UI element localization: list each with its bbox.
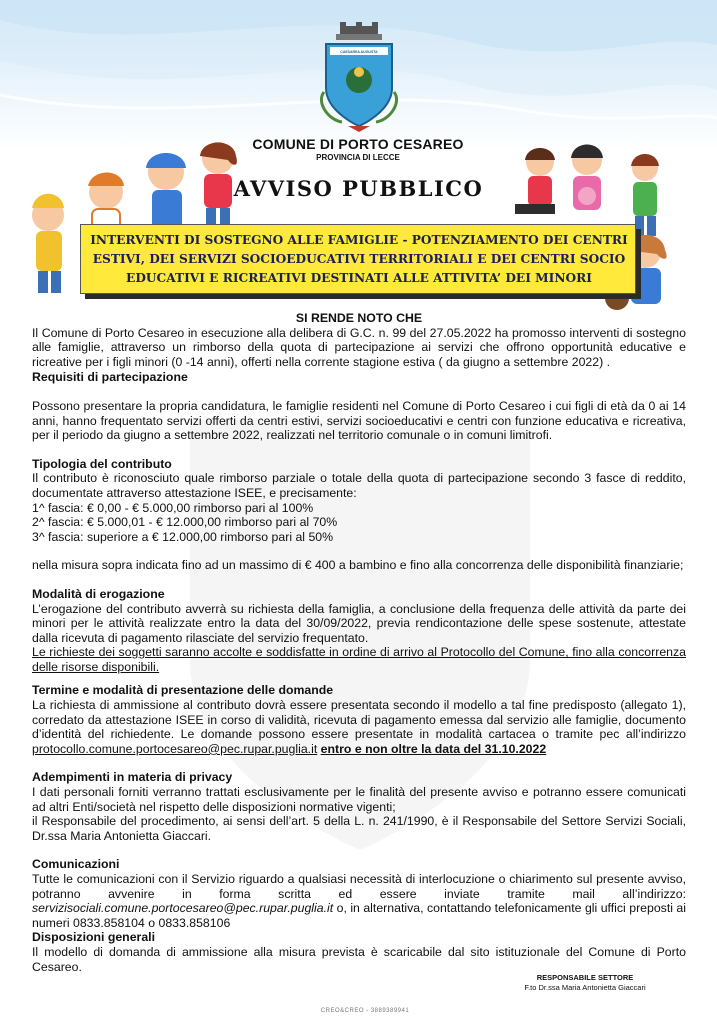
email-address: servizisociali.comune.portocesareo@pec.rupar.puglia.it bbox=[32, 901, 334, 916]
provincia-name: PROVINCIA DI LECCE bbox=[316, 153, 400, 162]
comunicazioni-text: Tutte le comunicazioni con il Servizio riguardo a qualsiasi necessità di interlocuzione o chiarimento sul presente avviso, potranno avvenire in forma scritta ed essere inviate tramite mail all’indirizzo: bbox=[32, 872, 686, 901]
notice-body bbox=[32, 311, 686, 974]
disposizioni-heading: Disposizioni generali bbox=[32, 930, 155, 945]
tipologia-note: nella misura sopra indicata fino ad un massimo di € 400 a bambino e fino alla concorrenza delle disponibilità finanziarie; bbox=[32, 558, 684, 573]
banner-text bbox=[89, 231, 629, 288]
tipologia-text: Il contributo è riconosciuto quale rimborso parziale o totale della quota di partecipazione secondo 3 fasce di reddito, documentate attraverso attestazione ISEE, e precisamente: bbox=[32, 471, 686, 500]
page-title: AVVISO PUBBLICO bbox=[233, 176, 484, 201]
pec-address: protocollo.comune.portocesareo@pec.rupar.puglia.it bbox=[32, 741, 318, 756]
signature-name: F.to Dr.ssa Maria Antonietta Giaccari bbox=[524, 983, 646, 992]
banner-line: ESTIVI, DEI SERVIZI SOCIOEDUCATIVI TERRITORIALI E DEI CENTRI SOCIO bbox=[92, 252, 626, 266]
subject-banner bbox=[80, 224, 636, 294]
banner-line: EDUCATIVI E RICREATIVI DESTINATI ALLE ATTIVITA’ DEI MINORI bbox=[126, 271, 592, 285]
footer-credit: CREO&CREO - 3889389941 bbox=[320, 1008, 410, 1014]
fascia-item: 3^ fascia: superiore a € 12.000,00 rimborso pari al 50% bbox=[32, 529, 334, 544]
comune-name: COMUNE DI PORTO CESAREO bbox=[252, 136, 464, 152]
termine-heading: Termine e modalità di presentazione delle domande bbox=[32, 683, 334, 698]
header-block bbox=[230, 136, 486, 162]
comunicazioni-heading: Comunicazioni bbox=[32, 857, 120, 872]
termine-paragraph bbox=[32, 698, 686, 756]
banner-line: INTERVENTI DI SOSTEGNO ALLE FAMIGLIE - POTENZIAMENTO DEI CENTRI bbox=[90, 233, 628, 247]
signature-title: RESPONSABILE SETTORE bbox=[536, 973, 634, 982]
termine-text: La richiesta di ammissione al contributo dovrà essere presentata secondo il modello a tal fine predisposto (allegato 1), corredato da attestazione ISEE in corso di validità, ricevuta di pagamento emessa dal servizio alle famiglie, documento d’identità del richiedente. Le domande possono essere presentate in modalità cartacea o tramite pec all’indirizzo bbox=[32, 698, 686, 742]
municipal-crest-icon bbox=[318, 22, 400, 134]
requisiti-heading: Requisiti di partecipazione bbox=[32, 370, 188, 385]
intro-heading: SI RENDE NOTO CHE bbox=[295, 311, 423, 325]
fascia-item: 2^ fascia: € 5.000,01 - € 12.000,00 rimborso pari al 70% bbox=[32, 515, 338, 530]
privacy-text: I dati personali forniti verranno trattati esclusivamente per le finalità del presente avviso e potranno essere comunicati ad altri Enti/società nel rispetto delle disposizioni normative vigenti; bbox=[32, 785, 686, 814]
crest-label: CAESAREA AUGUSTA bbox=[340, 50, 378, 54]
deadline-text: entro e non oltre la data del 31.10.2022 bbox=[320, 741, 547, 756]
modalita-text: L’erogazione del contributo avverrà su richiesta della famiglia, a conclusione della frequenza delle attività da parte dei minori per le attività realizzate entro la data del 30/09/2022, previa rendicontazione delle spese sostenute, attestate dalla ricevuta di pagamento rilasciate del servizio frequentato. bbox=[32, 601, 686, 645]
requisiti-text: Possono presentare la propria candidatura, le famiglie residenti nel Comune di Porto Cesareo i cui figli di età da 0 ai 14 anni, hanno frequentato servizi offerti da centri estivi, servizi socioeducativi e centri con funzione educativa e ricreativa, per il periodo da giugno a settembre 2022, realizzati nel territorio comunale o in comuni limitrofi. bbox=[32, 398, 686, 443]
intro-text: Il Comune di Porto Cesareo in esecuzione alla delibera di G.C. n. 99 del 27.05.2022 ha promosso interventi di sostegno alle famiglie, attraverso un rimborso della quota di partecipazione ai servizi che offrono opportunità educative e ricreative per i figli minori (0 -14 anni), offerti nella corrente stagione estiva ( da giugno a settembre 2022) . bbox=[32, 325, 686, 369]
modalita-underlined-text: Le richieste dei soggetti saranno accolte e soddisfatte in ordine di arrivo al Protocollo del Comune, fino alla concorrenza delle risorse disponibili. bbox=[32, 645, 686, 674]
signature-block bbox=[505, 973, 665, 993]
privacy-responsabile: il Responsabile del procedimento, ai sensi dell’art. 5 della L. n. 241/1990, è il Responsabile del Settore Servizi Sociali, Dr.ssa Maria Antonietta Giaccari. bbox=[32, 814, 686, 843]
comunicazioni-text-2: o, in alternativa, contattando telefonicamente gli uffici preposti ai numeri 0833.858104 o 0833.858106 bbox=[32, 901, 686, 930]
modalita-heading: Modalità di erogazione bbox=[32, 586, 165, 601]
fascia-item: 1^ fascia: € 0,00 - € 5.000,00 rimborso pari al 100% bbox=[32, 500, 314, 515]
tipologia-heading: Tipologia del contributo bbox=[32, 456, 172, 471]
privacy-heading: Adempimenti in materia di privacy bbox=[32, 770, 233, 785]
disposizioni-text: Il modello di domanda di ammissione alla misura prevista è scaricabile dal sito istituzionale del Comune di Porto Cesareo. bbox=[32, 944, 686, 974]
comunicazioni-paragraph bbox=[32, 872, 686, 930]
